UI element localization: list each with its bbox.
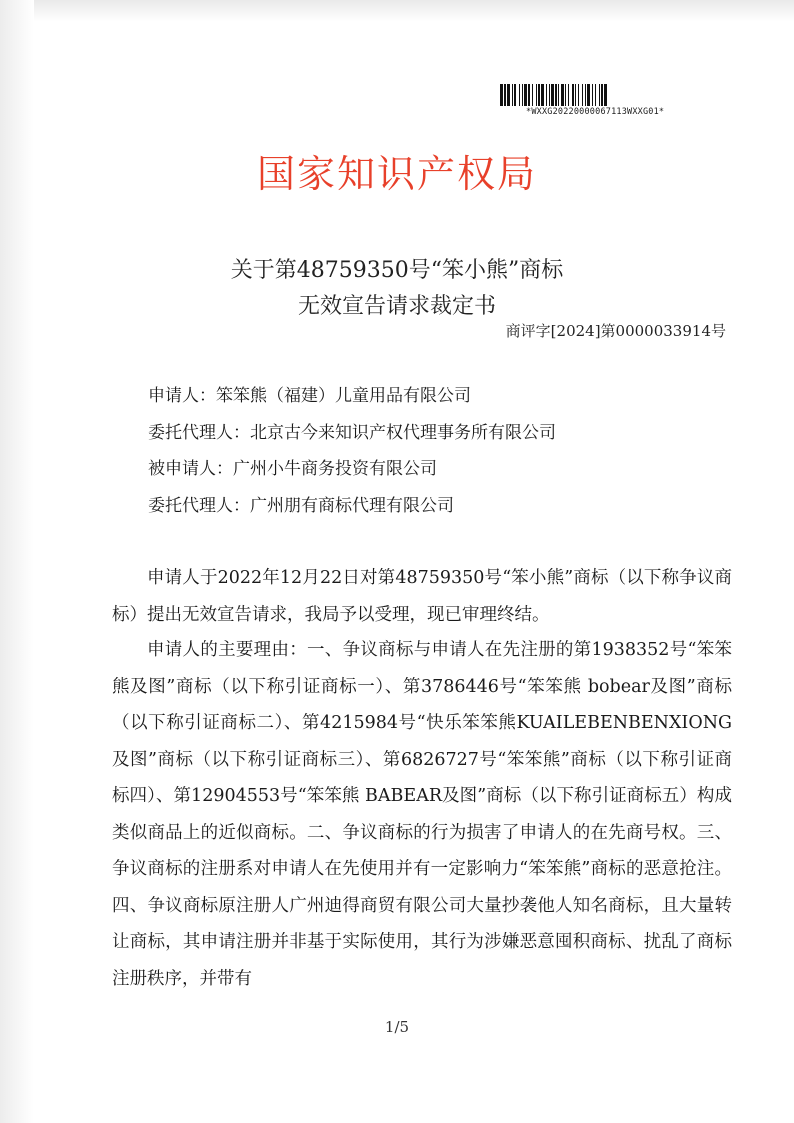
parties-block xyxy=(148,378,556,524)
applicant: 申请人：笨笨熊（福建）儿童用品有限公司 xyxy=(148,386,471,406)
page-number: 1/5 xyxy=(384,1018,410,1036)
respondent: 被申请人：广州小牛商务投资有限公司 xyxy=(148,459,437,479)
scan-edge-top xyxy=(0,0,794,22)
barcode-bars xyxy=(500,84,710,106)
barcode-number: *WXXG20220000067113WXXG01* xyxy=(526,107,665,117)
body-paragraph-1: 申请人于2022年12月22日对第48759350号“笨小熊”商标（以下称争议商标）提出无效宣告请求，我局予以受理，现已审理终结。 xyxy=(112,568,732,625)
barcode xyxy=(500,84,710,117)
document-number: 商评字[2024]第0000033914号 xyxy=(505,322,726,340)
document-title-line2: 无效宣告请求裁定书 xyxy=(297,294,496,319)
agency-name: 国家知识产权局 xyxy=(256,152,537,196)
document-title-line1: 关于第48759350号“笨小熊”商标 xyxy=(230,258,564,283)
applicant-agent: 委托代理人：北京古今来知识产权代理事务所有限公司 xyxy=(148,422,556,443)
body-paragraph-2: 申请人的主要理由：一、争议商标与申请人在先注册的第1938352号“笨笨熊及图”商标（以下称引证商标一）、第3786446号“笨笨熊 bobear及图”商标（以下称引证商标二）、第4215984号“快乐笨笨熊KUAILEBENBENXIONG及图”商标（以下称引证商标三）、第6826727号“笨笨熊”商标（以下称引证商标四）、第12904553号“笨笨熊 BABEAR及图”商标（以下称引证商标五）构成类似商品上的近似商标。二、争议商标的行为损害了申请人的在先商号权。三、争议商标的注册系对申请人在先使用并有一定影响力“笨笨熊”商标的恶意抢注。四、争议商标原注册人广州迪得商贸有限公司大量抄袭他人知名商标，且大量转让商标，其申请注册并非基于实际使用，其行为涉嫌恶意囤积商标、扰乱了商标注册秩序，并带有 xyxy=(112,640,732,989)
respondent-agent: 委托代理人：广州朋有商标代理有限公司 xyxy=(148,495,454,516)
